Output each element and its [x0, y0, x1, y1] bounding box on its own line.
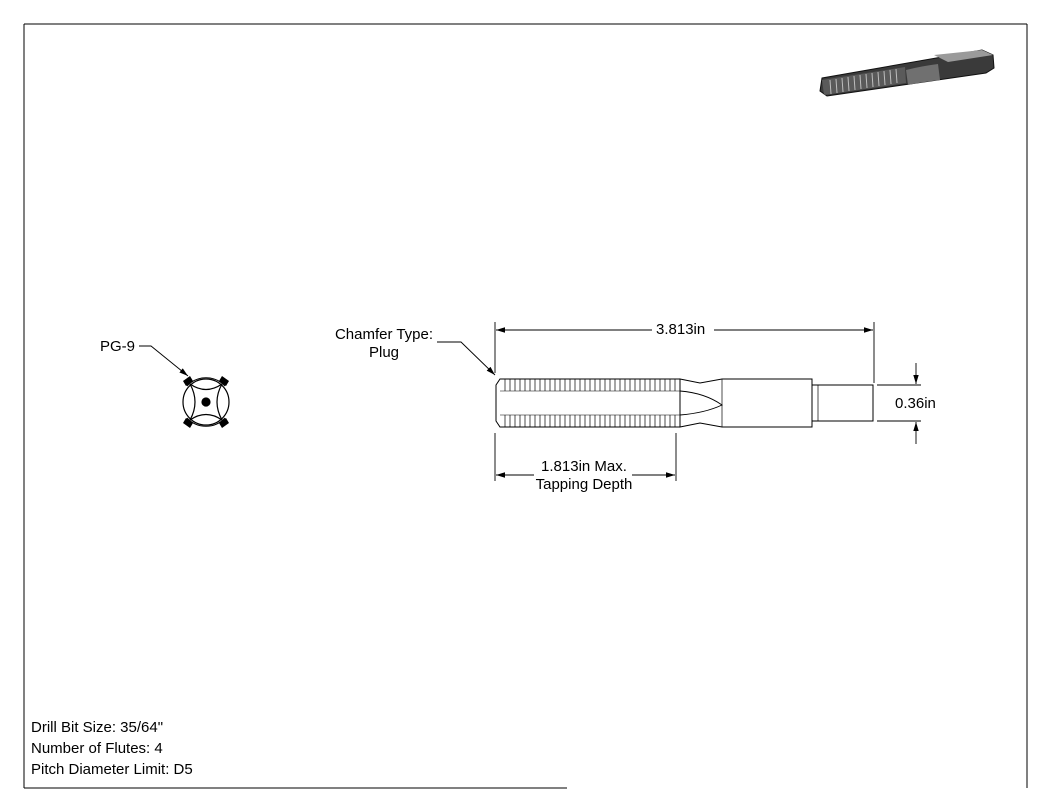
pg9-leader — [139, 346, 188, 376]
chamfer-leader — [437, 342, 495, 375]
drill-bit-size-note: Drill Bit Size: 35/64" — [31, 719, 164, 736]
tapping-depth-caption: Tapping Depth — [535, 476, 633, 493]
tapping-depth-value: 1.813in Max. — [541, 458, 627, 475]
end-view-label: PG-9 — [100, 338, 136, 355]
number-of-flutes-note: Number of Flutes: 4 — [31, 740, 163, 757]
tapping-depth-label — [523, 458, 645, 494]
spec-notes — [31, 717, 193, 780]
tap-side-view — [496, 379, 873, 427]
chamfer-type-value: Plug — [368, 344, 400, 361]
end-view — [183, 376, 229, 428]
overall-length-label: 3.813in — [656, 321, 706, 338]
pitch-diameter-limit-note: Pitch Diameter Limit: D5 — [31, 761, 193, 778]
chamfer-type-title: Chamfer Type: — [334, 326, 434, 343]
isometric-view — [820, 50, 994, 96]
shank-dimension-label: 0.36in — [895, 395, 936, 412]
chamfer-type-label — [329, 326, 439, 362]
